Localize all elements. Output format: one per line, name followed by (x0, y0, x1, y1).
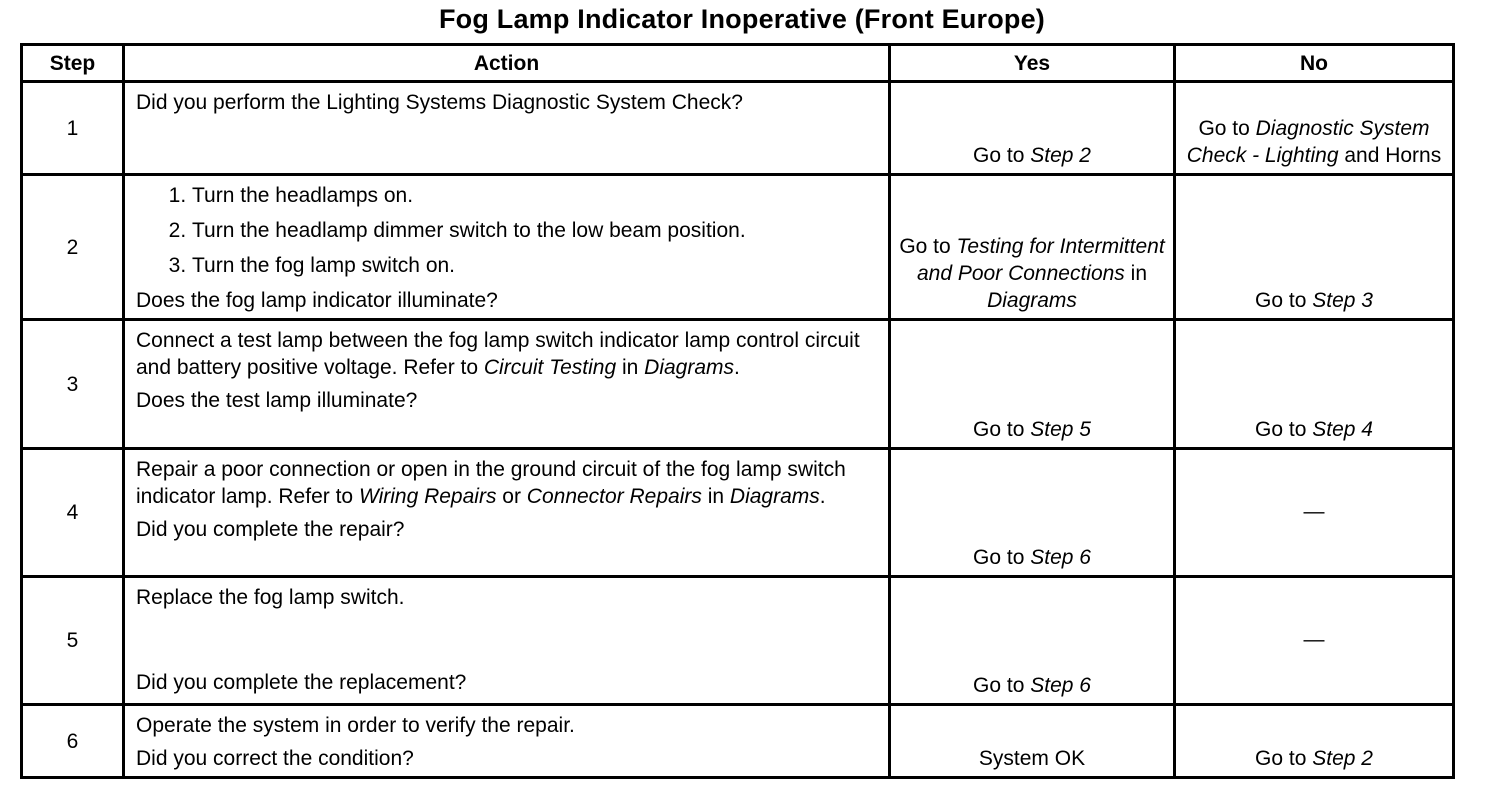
substep-item: 3. Turn the fog lamp switch on. (192, 252, 878, 279)
step-number: 3 (22, 320, 124, 449)
table-row (22, 175, 1454, 320)
no-link[interactable]: Diagnostic System Check - Lighting (1186, 117, 1430, 167)
no-cell (1175, 449, 1454, 577)
action-question: Does the fog lamp indicator illuminate? (136, 289, 498, 312)
action-text-part: or (496, 485, 527, 508)
yes-prefix: Go to (973, 546, 1031, 569)
yes-link[interactable]: Testing for Intermittent and Poor Connections (917, 235, 1165, 285)
yes-link[interactable]: Step 6 (1030, 546, 1091, 569)
action-cell (124, 320, 890, 449)
action-text-part: Connect a test lamp between the fog lamp switch indicator lamp control circuit and battery positive voltage. Refer to (136, 329, 860, 379)
no-cell (1175, 82, 1454, 175)
yes-mid: in (1124, 262, 1147, 285)
action-text-part: in (616, 356, 645, 379)
table-row (22, 705, 1454, 778)
action-link-2[interactable]: Connector Repairs (526, 485, 702, 508)
page-title: Fog Lamp Indicator Inoperative (Front Europe) (438, 4, 1046, 34)
no-cell (1175, 320, 1454, 449)
table-row (22, 320, 1454, 449)
yes-cell (890, 175, 1175, 320)
table-row (22, 449, 1454, 577)
action-cell (124, 577, 890, 705)
step-number: 2 (22, 175, 124, 320)
yes-cell (890, 705, 1175, 778)
yes-prefix: Go to (973, 144, 1031, 167)
action-link-2[interactable]: Diagrams (644, 356, 735, 379)
action-cell (124, 175, 890, 320)
yes-cell (890, 82, 1175, 175)
action-text-part: . (734, 356, 740, 379)
header-yes: Yes (890, 45, 1175, 82)
action-text-part: . (819, 485, 826, 508)
substep-list (136, 182, 878, 279)
no-dash: — (1303, 500, 1325, 523)
table-row (22, 82, 1454, 175)
action-text (136, 327, 878, 381)
no-link[interactable]: Step 3 (1312, 289, 1373, 312)
action-cell (124, 82, 890, 175)
no-cell (1175, 577, 1454, 705)
no-suffix: and Horns (1338, 144, 1442, 167)
action-text: Replace the fog lamp switch. (136, 586, 405, 609)
header-action: Action (124, 45, 890, 82)
yes-link[interactable]: Step 2 (1030, 144, 1091, 167)
substep-item: 2. Turn the headlamp dimmer switch to the low beam position. (192, 217, 878, 244)
step-number: 6 (22, 705, 124, 778)
yes-cell (890, 577, 1175, 705)
header-no: No (1175, 45, 1454, 82)
action-wrap (136, 584, 878, 696)
action-cell (124, 449, 890, 577)
no-dash: — (1303, 628, 1325, 651)
no-cell (1175, 175, 1454, 320)
no-prefix: Go to (1255, 289, 1313, 312)
step-number: 1 (22, 82, 124, 175)
yes-text: System OK (978, 747, 1086, 770)
action-cell (124, 705, 890, 778)
yes-cell (890, 320, 1175, 449)
action-link[interactable]: Wiring Repairs (358, 485, 497, 508)
no-prefix: Go to (1198, 117, 1256, 140)
yes-link[interactable]: Step 6 (1030, 674, 1091, 697)
yes-link-2[interactable]: Diagrams (987, 289, 1077, 312)
action-text: Did you perform the Lighting Systems Diagnostic System Check? (136, 91, 743, 114)
table-row (22, 577, 1454, 705)
step-number: 5 (22, 577, 124, 705)
header-row (22, 45, 1454, 82)
action-text (136, 456, 878, 510)
yes-link[interactable]: Step 5 (1030, 418, 1091, 441)
no-link[interactable]: Step 2 (1312, 747, 1373, 770)
no-prefix: Go to (1255, 747, 1313, 770)
no-link[interactable]: Step 4 (1312, 418, 1373, 441)
action-link[interactable]: Circuit Testing (483, 356, 617, 379)
action-question: Did you complete the repair? (136, 518, 405, 541)
header-step: Step (22, 45, 124, 82)
action-question: Did you correct the condition? (136, 747, 414, 770)
action-link-3[interactable]: Diagrams (729, 485, 820, 508)
action-text: Operate the system in order to verify the repair. (136, 714, 575, 737)
action-text-part: Repair a poor connection or open in the ground circuit of the fog lamp switch indicator lamp. Refer to (136, 458, 846, 508)
action-text-part: in (701, 485, 730, 508)
yes-prefix: Go to (899, 235, 957, 258)
diagnostic-table (20, 43, 1455, 779)
yes-prefix: Go to (973, 674, 1031, 697)
no-cell (1175, 705, 1454, 778)
substep-item: 1. Turn the headlamps on. (192, 182, 878, 209)
action-question: Did you complete the replacement? (136, 671, 467, 694)
yes-prefix: Go to (973, 418, 1031, 441)
step-number: 4 (22, 449, 124, 577)
yes-cell (890, 449, 1175, 577)
no-prefix: Go to (1255, 418, 1313, 441)
action-question: Does the test lamp illuminate? (136, 389, 418, 412)
